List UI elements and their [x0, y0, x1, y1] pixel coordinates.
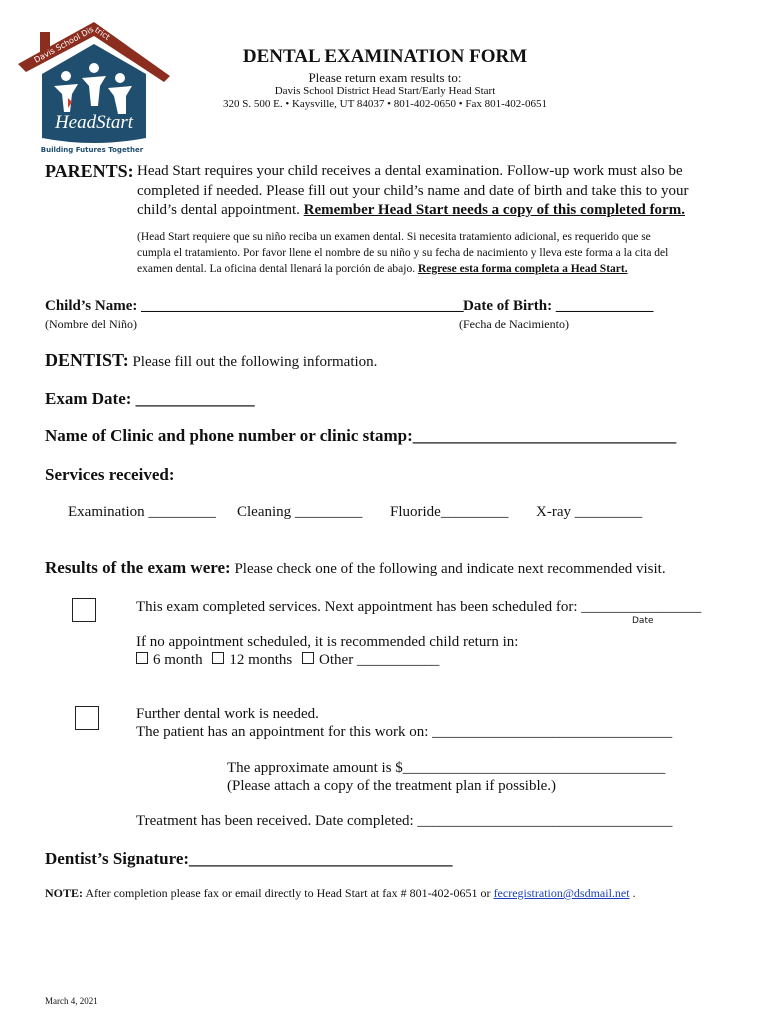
return-interval-options	[136, 652, 439, 669]
service-xray-field[interactable]: X-ray _________	[536, 504, 643, 520]
note-end: .	[629, 886, 636, 900]
further-work-checkbox[interactable]	[75, 706, 99, 730]
exam-date-field[interactable]: Exam Date: ______________	[45, 389, 255, 408]
form-title: DENTAL EXAMINATION FORM	[242, 46, 528, 67]
dentist-signature-field[interactable]: Dentist’s Signature:_______________________________	[45, 849, 453, 868]
other-field[interactable]: Other ___________	[319, 652, 440, 668]
appointment-date-field[interactable]: The patient has an appointment for this work on: ________________________________	[136, 724, 673, 740]
six-month-label: 6 month	[153, 652, 203, 668]
logo-arc-text: Davis School District	[32, 24, 112, 65]
treatment-date-field[interactable]: Treatment has been received. Date completed: __________________________________	[136, 813, 673, 829]
services-label: Services received:	[45, 465, 175, 484]
parents-line-2: completed if needed. Please fill out your child’s name and date of birth and take this to your	[137, 182, 689, 199]
child-name-caption: (Nombre del Niño)	[45, 317, 137, 331]
date-of-birth-caption: (Fecha de Nacimiento)	[459, 317, 569, 331]
service-fluoride-field[interactable]: Fluoride_________	[390, 504, 509, 520]
spanish-line-3-emphasis: Regrese esta forma completa a Head Start.	[417, 263, 628, 275]
parents-line-1: Head Start requires your child receives a dental examination. Follow-up work must also be	[137, 163, 683, 179]
footer-date: March 4, 2021	[45, 996, 98, 1006]
completed-services-checkbox[interactable]	[72, 598, 96, 622]
clinic-field[interactable]: Name of Clinic and phone number or clinic stamp:_______________________________	[45, 426, 677, 445]
twelve-months-label: 12 months	[229, 652, 293, 668]
completed-services-text[interactable]: This exam completed services. Next appointment has been scheduled for: ________________	[136, 599, 702, 615]
six-month-checkbox[interactable]	[136, 652, 148, 664]
twelve-months-checkbox[interactable]	[212, 652, 224, 664]
treatment-plan-note: (Please attach a copy of the treatment plan if possible.)	[227, 778, 557, 794]
approximate-amount-field[interactable]: The approximate amount is $___________________________________	[227, 760, 666, 776]
parents-section	[45, 162, 745, 221]
spanish-line-3	[137, 261, 737, 277]
logo-tagline: Building Futures Together	[40, 146, 144, 154]
child-name-field[interactable]: Child’s Name: ___________________________________________	[45, 298, 464, 314]
service-cleaning-field[interactable]: Cleaning _________	[237, 504, 363, 520]
parents-spanish-text	[137, 229, 737, 277]
results-label: Results of the exam were:	[45, 558, 231, 577]
spanish-line-3-text: examen dental. La oficina dental llenará la porción de abajo.	[137, 263, 418, 275]
date-caption: Date	[632, 616, 654, 626]
other-checkbox[interactable]	[302, 652, 314, 664]
parents-line-3-text: child’s dental appointment.	[137, 202, 304, 218]
return-to-text: Please return exam results to:	[308, 70, 462, 85]
organization-address: 320 S. 500 E. • Kaysville, UT 84037 • 801-402-0650 • Fax 801-402-0651	[223, 98, 547, 110]
note-text: After completion please fax or email directly to Head Start at fax # 801-402-0651 or	[83, 886, 494, 900]
note-label: NOTE:	[45, 886, 84, 900]
dentist-label: DENTIST:	[45, 350, 129, 370]
logo-name: HeadStart	[54, 112, 134, 133]
dentist-heading	[45, 350, 377, 371]
organization-name: Davis School District Head Start/Early Head Start	[274, 85, 496, 97]
further-work-text: Further dental work is needed.	[136, 706, 319, 722]
dentist-instruction: Please fill out the following information.	[132, 354, 378, 370]
return-recommendation-text: If no appointment scheduled, it is recommended child return in:	[136, 634, 519, 650]
spanish-line-1: (Head Start requiere que su niño reciba un examen dental. Si necesita tratamiento adicional, es requerido que se	[137, 231, 651, 243]
email-link[interactable]: fecregistration@dsdmail.net	[493, 886, 630, 900]
completion-note	[45, 886, 636, 901]
date-of-birth-field[interactable]: Date of Birth: _____________	[463, 298, 654, 314]
spanish-line-2: cumpla el tratamiento. Por favor llene el nombre de su niño y su fecha de nacimiento y lleva este forma a la cita del	[137, 247, 669, 259]
parents-label: PARENTS:	[45, 161, 134, 181]
results-heading	[45, 558, 666, 578]
service-examination-field[interactable]: Examination _________	[68, 504, 216, 520]
results-instruction: Please check one of the following and indicate next recommended visit.	[234, 561, 666, 577]
parents-line-3	[45, 201, 745, 221]
parents-line-3-emphasis: Remember Head Start needs a copy of this completed form.	[303, 202, 685, 218]
